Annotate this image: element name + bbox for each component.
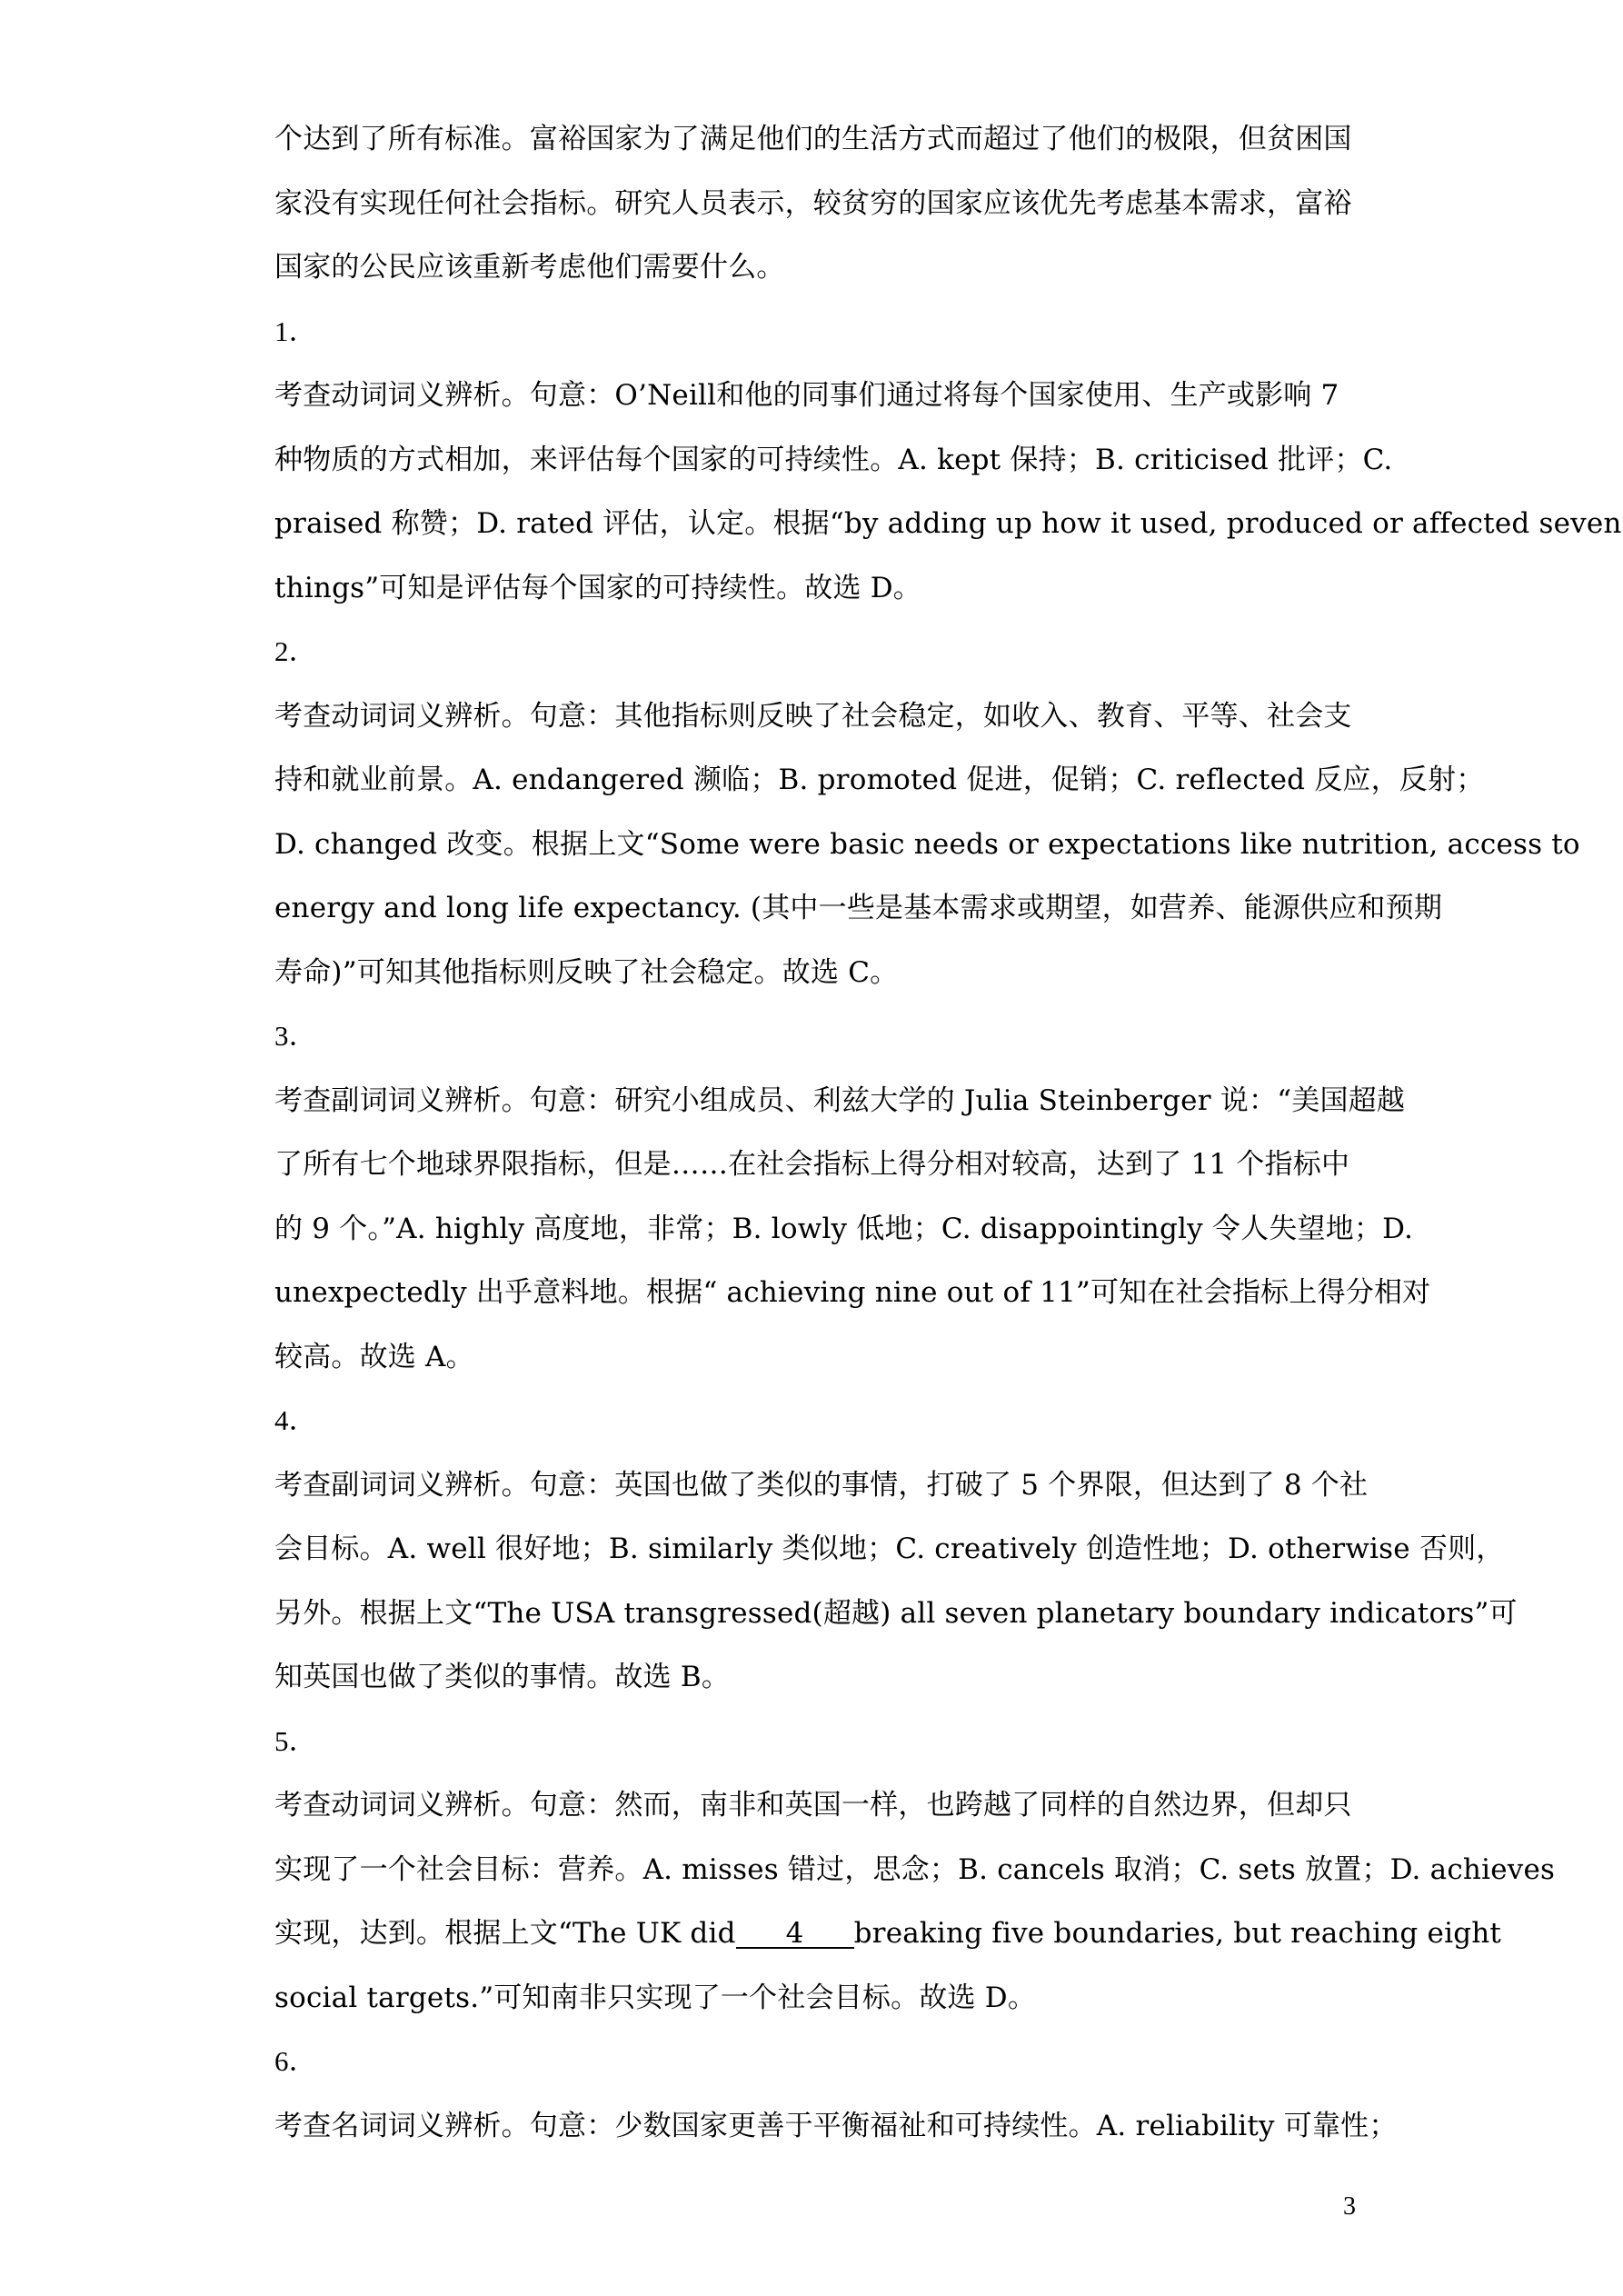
question-number-3: 3． xyxy=(274,1020,317,1052)
text-line: 考查名词词义辨析。句意：少数国家更善于平衡福祉和可持续性。A. reliability 可靠性； xyxy=(274,2109,1398,2142)
question-number-1: 1． xyxy=(274,314,317,347)
text-line: 考查动词词义辨析。句意：然而，南非和英国一样，也跨越了同样的自然边界，但却只 xyxy=(274,1789,1352,1822)
text-line: 另外。根据上文“The USA transgressed(超越) all seven planetary boundary indicators”可 xyxy=(274,1596,1518,1630)
question-number-6: 6． xyxy=(274,2045,317,2077)
text-line: 种物质的方式相加，来评估每个国家的可持续性。A. kept 保持；B. criticised 批评；C. xyxy=(274,443,1393,476)
text-line: D. changed 改变。根据上文“Some were basic needs or expectations like nutrition, access to xyxy=(274,827,1580,861)
text-line: 了所有七个地球界限指标，但是……在社会指标上得分相对较高，达到了 11 个指标中 xyxy=(274,1148,1350,1181)
text-line: unexpectedly 出乎意料地。根据“ achieving nine out of 11”可知在社会指标上得分相对 xyxy=(274,1276,1431,1309)
text-line: 知英国也做了类似的事情。故选 B。 xyxy=(274,1661,731,1693)
text-line: energy and long life expectancy. (其中一些是基本需求或期望，如营养、能源供应和预期 xyxy=(274,892,1443,924)
question-number-5: 5． xyxy=(274,1724,317,1757)
question-number-4: 4． xyxy=(274,1404,317,1436)
blank-line-before: 实现，达到。根据上文“The UK did xyxy=(274,1917,736,1950)
text-line: 寿命)”可知其他指标则反映了社会稳定。故选 C。 xyxy=(274,955,899,989)
text-line: 个达到了所有标准。富裕国家为了满足他们的生活方式而超过了他们的极限，但贫困国 xyxy=(274,123,1352,155)
question-number-2: 2． xyxy=(274,635,317,667)
blank-line-after: breaking five boundaries, but reaching eight xyxy=(853,1917,1502,1950)
text-line: 持和就业前景。A. endangered 濒临；B. promoted 促进，促销；C. reflected 反应，反射； xyxy=(274,764,1485,796)
text-line: 的 9 个。”A. highly 高度地，非常；B. lowly 低地；C. disappointingly 令人失望地；D. xyxy=(274,1212,1414,1245)
text-line: 会目标。A. well 很好地；B. similarly 类似地；C. creatively 创造性地；D. otherwise 否则， xyxy=(274,1532,1505,1565)
text-line: praised 称赞；D. rated 评估，认定。根据“by adding up how it used, produced or affected seven xyxy=(274,507,1622,540)
text-line: 考查副词词义辨析。句意：英国也做了类似的事情，打破了 5 个界限，但达到了 8 个社 xyxy=(274,1468,1369,1502)
text-line: things”可知是评估每个国家的可持续性。故选 D。 xyxy=(274,571,922,604)
text-line: 国家的公民应该重新考虑他们需要什么。 xyxy=(274,251,785,284)
page-number: 3 xyxy=(1343,2192,1356,2221)
text-line: 考查动词词义辨析。句意：其他指标则反映了社会稳定，如收入、教育、平等、社会支 xyxy=(274,699,1352,733)
text-line: 考查副词词义辨析。句意：研究小组成员、利兹大学的 Julia Steinberger 说：“美国超越 xyxy=(274,1083,1406,1117)
text-line: 家没有实现任何社会指标。研究人员表示，较贫穷的国家应该优先考虑基本需求，富裕 xyxy=(274,186,1352,220)
text-line: 实现了一个社会目标：营养。A. misses 错过，思念；B. cancels 取消；C. sets 放置；D. achieves xyxy=(274,1852,1556,1886)
text-line-with-blank xyxy=(274,1902,1502,1966)
document-body xyxy=(274,107,1622,2158)
text-line: 较高。故选 A。 xyxy=(274,1340,474,1373)
text-line: 考查动词词义辨析。句意：O’Neill和他的同事们通过将每个国家使用、生产或影响 7 xyxy=(274,379,1339,412)
text-line: social targets.”可知南非只实现了一个社会目标。故选 D。 xyxy=(274,1981,1037,2014)
fill-in-blank: 4 xyxy=(736,1920,854,1949)
